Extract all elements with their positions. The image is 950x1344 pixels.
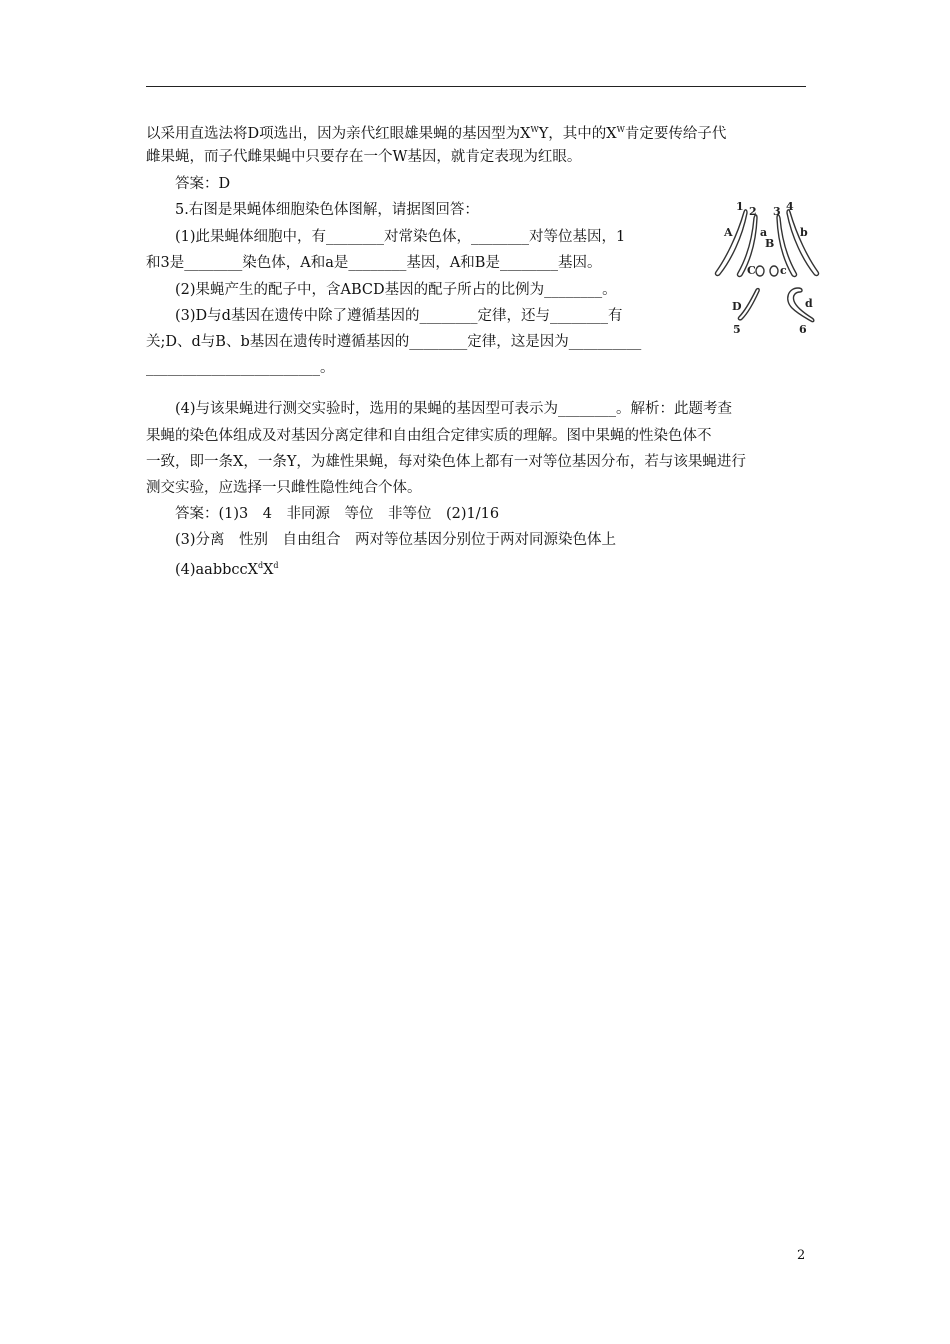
question-5-part3-line1: (3)D与d基因在遗传中除了遵循基因的________定律，还与________有 xyxy=(175,308,623,324)
answer-5-line-2: (3)分离 性别 自由组合 两对等位基因分别位于两对同源染色体上 xyxy=(175,532,617,548)
question-5-part3-line2: 关;D、d与B、b基因在遗传时遵循基因的________定律，这是因为__________ xyxy=(146,334,642,350)
question-5-part4: (4)与该果蝇进行测交实验时，选用的果蝇的基因型可表示为________。解析：此题考查 xyxy=(175,401,733,417)
question-5-part1-line2: 和3是________染色体，A和a是________基因，A和B是________基因。 xyxy=(146,255,602,271)
label-A: A xyxy=(724,226,733,239)
analysis-line-2: 一致，即一条X，一条Y，为雄性果蝇，每对染色体上都有一对等位基因分布，若与该果蝇进行 xyxy=(146,454,746,470)
label-1: 1 xyxy=(736,200,744,213)
label-2: 2 xyxy=(749,205,757,218)
page-number: 2 xyxy=(797,1248,806,1263)
label-B: B xyxy=(765,237,775,250)
label-d: d xyxy=(805,297,813,310)
text-line-2: 雌果蝇，而子代雌果蝇中只要存在一个W基因，就肯定表现为红眼。 xyxy=(146,149,582,165)
answer-4: 答案：D xyxy=(175,176,231,192)
text-line-1: 以采用直选法将D项选出，因为亲代红眼雄果蝇的基因型为$X^WY$，其中的$X^W$肯定要传给子代 xyxy=(146,125,727,142)
label-c: c xyxy=(780,264,787,277)
question-5-title: 5.右图是果蝇体细胞染色体图解，请据图回答： xyxy=(175,202,479,218)
label-4: 4 xyxy=(786,200,794,213)
chromosome-c-1 xyxy=(756,266,764,276)
label-a: a xyxy=(760,226,768,239)
header-rule xyxy=(146,86,806,87)
chromosome-c-2 xyxy=(770,266,778,276)
analysis-line-1: 果蝇的染色体组成及对基因分离定律和自由组合定律实质的理解。图中果蝇的性染色体不 xyxy=(146,428,712,444)
label-6: 6 xyxy=(799,323,807,336)
label-3: 3 xyxy=(773,205,781,218)
answer-5-line-1: 答案：(1)3 4 非同源 等位 非等位 (2)1/16 xyxy=(175,506,500,522)
chromosome-diagram xyxy=(706,196,824,346)
label-C: C xyxy=(747,264,756,277)
question-5-part2: (2)果蝇产生的配子中，含ABCD基因的配子所占的比例为________。 xyxy=(175,282,617,298)
label-D: D xyxy=(732,300,742,313)
question-5-part1-line1: (1)此果蝇体细胞中，有________对常染色体，________对等位基因，1 xyxy=(175,229,626,245)
label-b: b xyxy=(800,226,808,239)
question-5-part3-line3: ________________________。 xyxy=(146,360,335,376)
analysis-line-3: 测交实验，应选择一只雌性隐性纯合个体。 xyxy=(146,480,422,496)
label-5: 5 xyxy=(733,323,741,336)
answer-5-line-3: $(4)aabbccX^dX^d$ xyxy=(175,561,279,578)
